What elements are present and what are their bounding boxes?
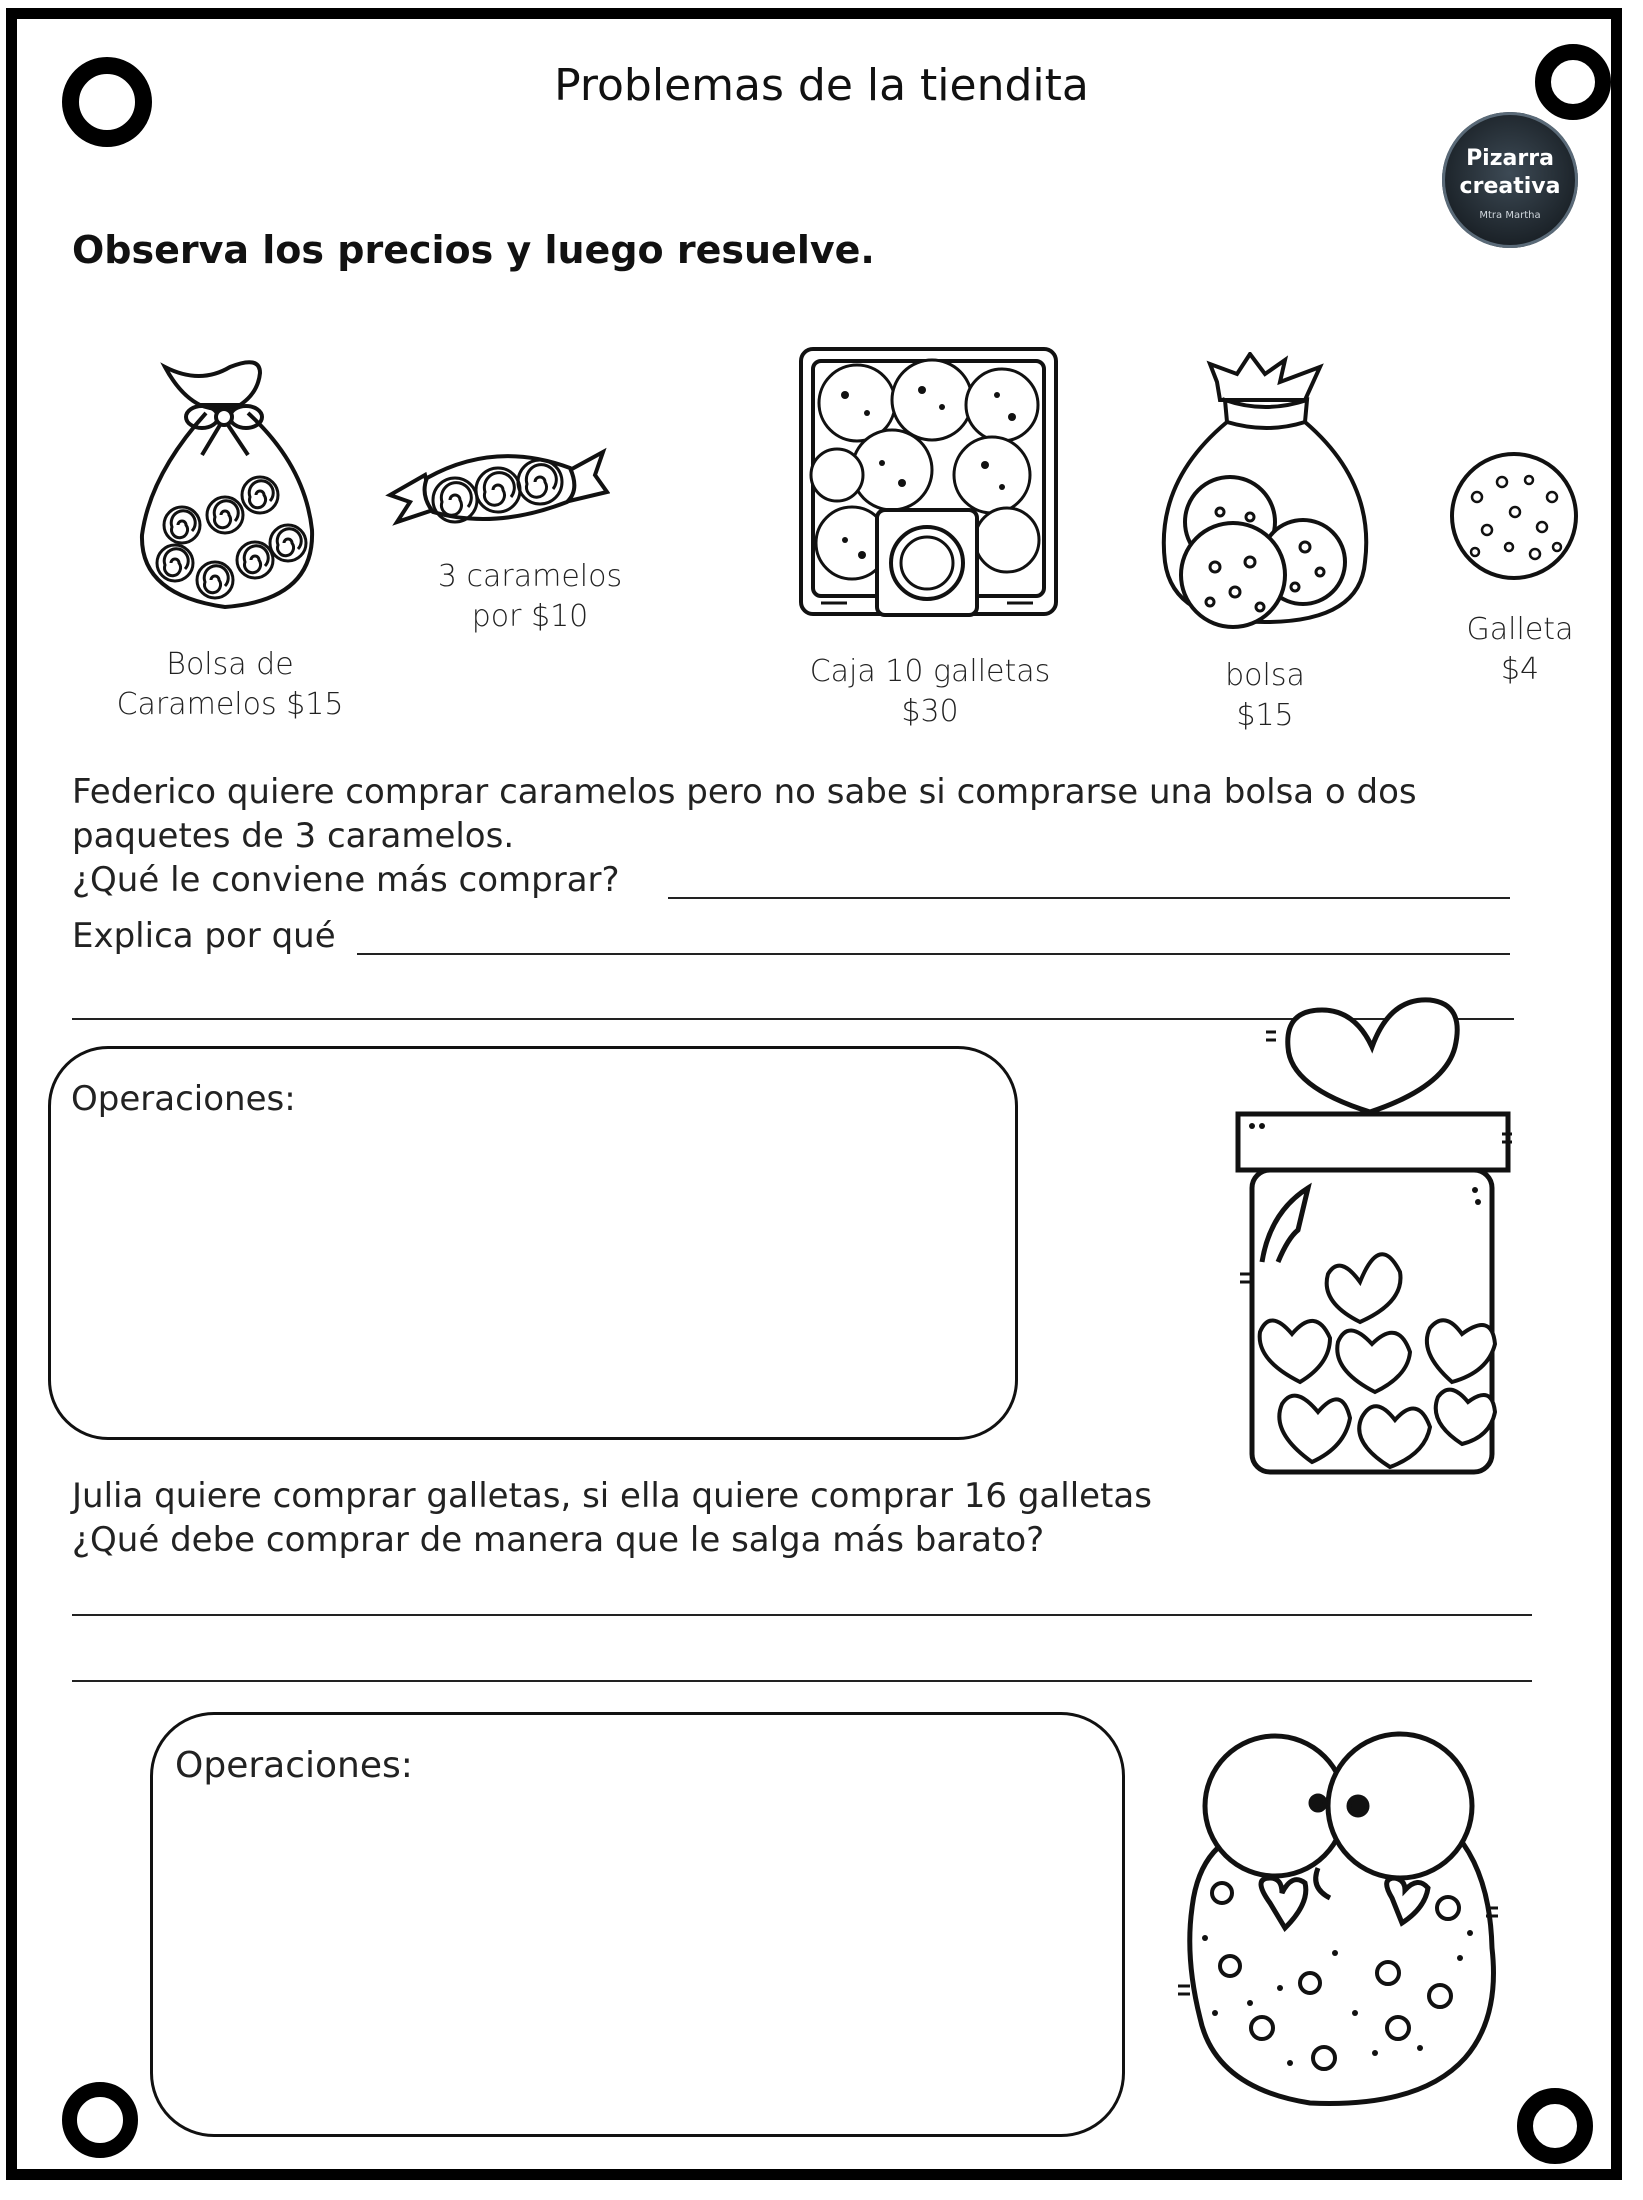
candy-bag-icon bbox=[130, 355, 330, 620]
operations-box-2[interactable] bbox=[150, 1712, 1125, 2137]
instruction-heading: Observa los precios y luego resuelve. bbox=[72, 228, 875, 272]
problem1-line1: Federico quiere comprar caramelos pero no sabe si comprarse una bolsa o dos bbox=[72, 772, 1417, 812]
problem1-explain-label: Explica por qué bbox=[72, 916, 336, 956]
logo-text-line2: creativa bbox=[1459, 174, 1561, 199]
answer-line-question[interactable] bbox=[668, 897, 1510, 899]
problem1-question-label: ¿Qué le conviene más comprar? bbox=[72, 860, 620, 900]
cookie-box-icon bbox=[797, 345, 1062, 620]
corner-ring-bottom-right bbox=[1517, 2088, 1593, 2164]
product-label-cookie-box bbox=[770, 652, 1090, 732]
cookie-icon bbox=[1447, 452, 1582, 582]
operations-box-1[interactable] bbox=[48, 1046, 1018, 1440]
logo-signature: Mtra Martha bbox=[1479, 210, 1541, 221]
product-label-line: bolsa bbox=[1225, 658, 1305, 693]
corner-ring-bottom-left bbox=[62, 2082, 138, 2158]
product-label-line: $30 bbox=[901, 694, 959, 729]
cookie-character-icon bbox=[1170, 1728, 1515, 2110]
answer-line-explain[interactable] bbox=[357, 953, 1510, 955]
product-label-line: 3 caramelos bbox=[437, 559, 623, 594]
page-title: Problemas de la tiendita bbox=[554, 60, 1089, 111]
product-label-candy-bag bbox=[90, 645, 370, 725]
problem2-line1: Julia quiere comprar galletas, si ella quiere comprar 16 galletas bbox=[72, 1476, 1152, 1516]
logo-text-line1: Pizarra bbox=[1466, 146, 1554, 171]
problem1-line2: paquetes de 3 caramelos. bbox=[72, 816, 515, 856]
product-label-line: Galleta bbox=[1466, 612, 1574, 647]
product-label-line: Caramelos $15 bbox=[116, 687, 344, 722]
product-label-cookie bbox=[1420, 610, 1620, 690]
product-label-line: Caja 10 galletas bbox=[809, 654, 1051, 689]
product-label-line: Bolsa de bbox=[166, 647, 294, 682]
problem2-text bbox=[72, 1474, 1272, 1562]
problem2-line2: ¿Qué debe comprar de manera que le salga más barato? bbox=[72, 1520, 1045, 1560]
answer-line-problem2-2[interactable] bbox=[72, 1680, 1532, 1682]
cookie-bag-icon bbox=[1155, 352, 1375, 637]
problem1-text bbox=[72, 770, 1522, 858]
product-label-line: $15 bbox=[1236, 698, 1294, 733]
product-label-candy-pack bbox=[400, 557, 660, 637]
product-label-line: por $10 bbox=[471, 599, 589, 634]
operations-label: Operaciones: bbox=[175, 1745, 413, 1786]
wrapped-candy-icon bbox=[385, 440, 610, 540]
logo-pizarra-creativa bbox=[1442, 112, 1578, 248]
operations-label: Operaciones: bbox=[71, 1079, 296, 1119]
product-label-line: $4 bbox=[1500, 652, 1540, 687]
product-label-cookie-bag bbox=[1140, 656, 1390, 736]
heart-jar-icon bbox=[1230, 992, 1520, 1492]
answer-line-problem2-1[interactable] bbox=[72, 1614, 1532, 1616]
